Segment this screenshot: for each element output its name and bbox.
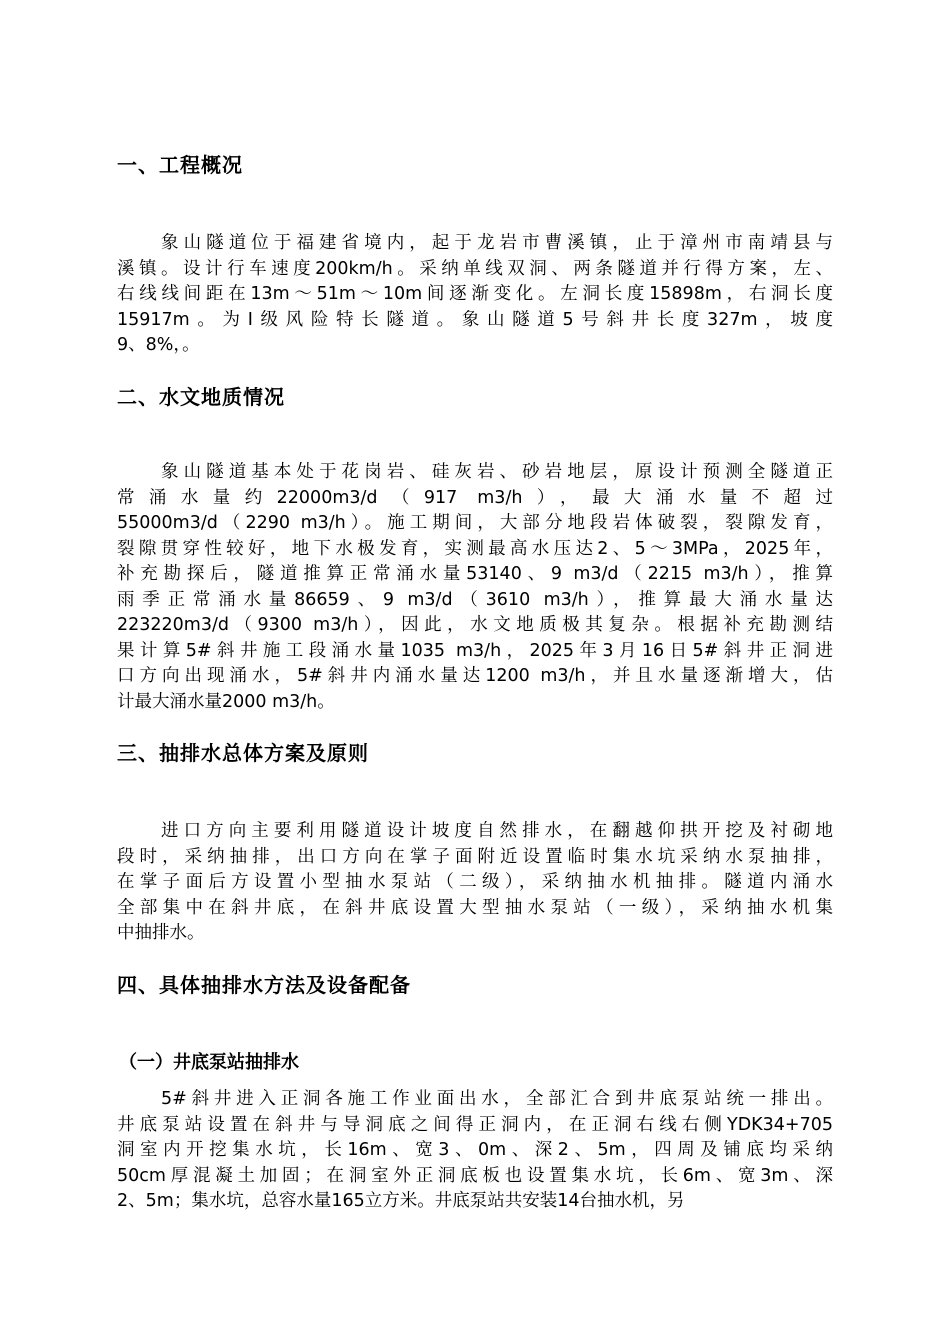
text-line: 进口方向主要利用隧道设计坡度自然排水，在翻越仰拱开挖及衬砌地 [161,821,833,841]
text-line: 段时，采纳抽排，出口方向在掌子面附近设置临时集水坑采纳水泵抽排， [117,846,833,867]
section-heading-overview: 一、工程概况 [117,153,243,177]
text-line: 补充勘探后，隧道推算正常涌水量53140、9 m3/d（2215 m3/h），推算 [117,564,833,584]
text-line: 右线线间距在13m～51m～10m间逐渐变化。左洞长度15898m，右洞长度 [117,284,833,304]
text-line: 井底泵站设置在斜井与导洞底之间得正洞内，在正洞右线右侧YDK34+705 [117,1114,833,1135]
text-line: 9、8%，。 [117,335,200,355]
text-line: 常涌水量约22000m3/d（917 m3/h），最大涌水量不超过 [117,487,833,508]
text-line: 5#斜井进入正洞各施工作业面出水，全部汇合到井底泵站统一排出。 [161,1089,833,1109]
paragraph-sump-pump [117,1087,833,1215]
text-line: 雨季正常涌水量86659、9 m3/d（3610 m3/h），推算最大涌水量达 [117,589,833,610]
text-line: 55000m3/d（2290 m3/h）。施工期间，大部分地段岩体破裂，裂隙发育， [117,513,833,533]
text-line: 溪镇。设计行车速度200km/h。采纳单线双洞、两条隧道并行得方案，左、 [117,258,833,279]
text-line: 223220m3/d（9300 m3/h），因此，水文地质极其复杂。根据补充勘测结 [117,615,833,635]
subsection-heading-sump-pump: （一）井底泵站抽排水 [119,1052,299,1073]
text-line: 果计算5#斜井施工段涌水量1035 m3/h，2025年3月16日5#斜井正洞进 [117,640,833,661]
section-heading-hydrogeology: 二、水文地质情况 [117,385,285,409]
text-line: 全部集中在斜井底，在斜井底设置大型抽水泵站（一级），采纳抽水机集 [117,897,833,918]
text-line: 口方向出现涌水，5#斜井内涌水量达1200 m3/h，并且水量逐渐增大，估 [117,666,833,686]
text-line: 2、5m；集水坑，总容水量165立方米。井底泵站共安装14台抽水机，另 [117,1191,685,1211]
text-line: 在掌子面后方设置小型抽水泵站（二级），采纳抽水机抽排。隧道内涌水 [117,872,833,892]
text-line: 中抽排水。 [117,923,205,943]
text-line: 裂隙贯穿性较好，地下水极发育，实测最高水压达2、5～3MPa，2025年， [117,538,833,559]
paragraph-hydrogeology [117,460,833,715]
text-line: 50cm厚混凝土加固；在洞室外正洞底板也设置集水坑，长6m、宽3m、深 [117,1165,833,1186]
text-line: 象山隧道位于福建省境内，起于龙岩市曹溪镇，止于漳州市南靖县与 [161,233,833,253]
text-line: 洞室内开挖集水坑，长16m、宽3、0m、深2、5m，四周及铺底均采纳 [117,1140,833,1160]
section-heading-drainage-plan: 三、抽排水总体方案及原则 [117,741,369,765]
paragraph-drainage-plan [117,819,833,947]
text-line: 象山隧道基本处于花岗岩、硅灰岩、砂岩地层，原设计预测全隧道正 [161,462,833,482]
section-heading-methods-equipment: 四、具体抽排水方法及设备配备 [117,973,411,997]
text-line: 15917m。为Ⅰ级风险特长隧道。象山隧道5号斜井长度327m，坡度 [117,309,833,330]
paragraph-overview [117,231,833,359]
text-line: 计最大涌水量2000 m3/h。 [117,691,335,712]
